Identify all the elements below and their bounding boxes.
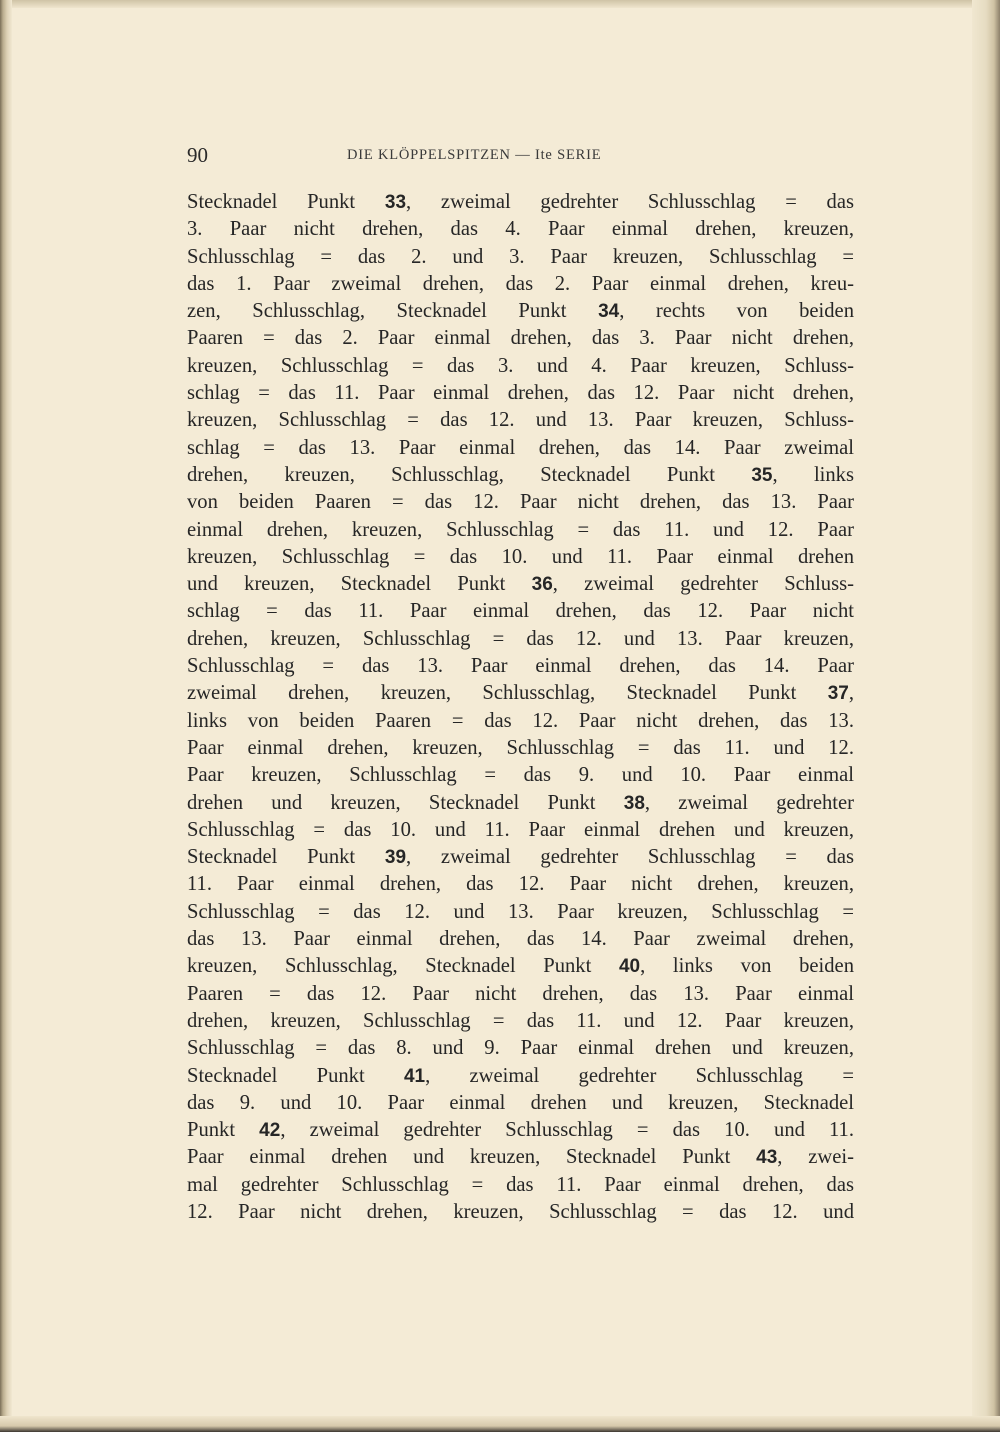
text-segment: Paar einmal drehen, kreuzen, Schlusschlag = das 11. und 12. [187, 736, 854, 759]
text-segment: das 9. und 10. Paar einmal drehen und kreuzen, Stecknadel [187, 1091, 854, 1114]
text-segment: , rechts von beiden [619, 300, 854, 323]
text-segment: Schlusschlag = das 2. und 3. Paar kreuzen, Schlusschlag = [187, 245, 854, 268]
text-segment: zweimal drehen, kreuzen, Schlusschlag, Stecknadel Punkt [187, 682, 828, 705]
text-line [187, 981, 854, 1008]
text-segment: und kreuzen, Stecknadel Punkt [187, 573, 532, 596]
text-segment: das 13. Paar einmal drehen, das 14. Paar zweimal drehen, [187, 928, 854, 951]
text-line [187, 1008, 854, 1035]
text-line [187, 216, 854, 243]
text-line [187, 680, 854, 707]
text-segment: , [848, 682, 854, 705]
page-binding-edge [0, 0, 12, 1432]
text-line [187, 435, 854, 462]
text-segment: mal gedrehter Schlusschlag = das 11. Paar einmal drehen, das [187, 1173, 854, 1196]
text-segment: schlag = das 11. Paar einmal drehen, das 12. Paar nicht drehen, [187, 382, 854, 405]
text-segment: drehen und kreuzen, Stecknadel Punkt [187, 791, 624, 814]
text-segment: das 1. Paar zweimal drehen, das 2. Paar einmal drehen, kreu- [187, 272, 854, 295]
text-line [187, 871, 854, 898]
text-line [187, 271, 854, 298]
text-segment: , zweimal gedrehter Schlusschlag = [425, 1064, 854, 1087]
text-segment: Punkt [187, 1119, 260, 1142]
text-line [187, 1144, 854, 1171]
text-line [187, 1035, 854, 1062]
text-line [187, 1063, 854, 1090]
text-segment: , links [772, 463, 854, 486]
text-segment: kreuzen, Schlusschlag, Stecknadel Punkt [187, 955, 619, 978]
text-line [187, 1172, 854, 1199]
text-segment: Paar kreuzen, Schlusschlag = das 9. und 10. Paar einmal [187, 764, 854, 787]
punkt-number: 39 [384, 847, 407, 869]
text-segment: Stecknadel Punkt [187, 1064, 404, 1087]
text-line [187, 380, 854, 407]
text-segment: , zwei- [777, 1146, 854, 1169]
text-segment: Schlusschlag = das 13. Paar einmal drehen, das 14. Paar [187, 655, 854, 678]
text-line [187, 790, 854, 817]
punkt-number: 43 [756, 1147, 778, 1169]
running-header [187, 143, 854, 169]
text-segment: schlag = das 13. Paar einmal drehen, das 14. Paar zweimal [187, 436, 854, 459]
text-segment: , zweimal gedrehter Schluss- [552, 573, 854, 596]
text-segment: , links von beiden [640, 955, 854, 978]
text-line [187, 1117, 854, 1144]
header-title: DIE KLÖPPELSPITZEN — Ite SERIE [347, 147, 602, 163]
text-line [187, 626, 854, 653]
text-segment: Schlusschlag = das 10. und 11. Paar einmal drehen und kreuzen, [187, 818, 854, 841]
text-segment: , zweimal gedrehter Schlusschlag = das [406, 846, 854, 869]
text-line [187, 571, 854, 598]
punkt-number: 34 [598, 301, 620, 323]
text-segment: kreuzen, Schlusschlag = das 3. und 4. Paar kreuzen, Schluss- [187, 354, 854, 377]
body-text [187, 189, 854, 1226]
text-line [187, 653, 854, 680]
text-segment: , zweimal gedrehter Schlusschlag = das [406, 191, 854, 213]
text-line [187, 298, 854, 325]
text-segment: drehen, kreuzen, Schlusschlag = das 11. und 12. Paar kreuzen, [187, 1009, 854, 1032]
text-segment: drehen, kreuzen, Schlusschlag, Stecknadel Punkt [187, 463, 752, 486]
text-line [187, 953, 854, 980]
text-line [187, 489, 854, 516]
text-segment: , zweimal gedrehter Schlusschlag = das 10. und 11. [280, 1119, 854, 1142]
text-segment: Schlusschlag = das 12. und 13. Paar kreuzen, Schlusschlag = [187, 900, 854, 923]
text-segment: Paaren = das 2. Paar einmal drehen, das 3. Paar nicht drehen, [187, 327, 854, 350]
text-line [187, 762, 854, 789]
text-line [187, 462, 854, 489]
text-line [187, 708, 854, 735]
text-line [187, 844, 854, 871]
text-segment: zen, Schlusschlag, Stecknadel Punkt [187, 300, 599, 323]
text-line [187, 598, 854, 625]
text-line [187, 1090, 854, 1117]
text-segment: kreuzen, Schlusschlag = das 10. und 11. Paar einmal drehen [187, 545, 854, 568]
text-segment: , zweimal gedrehter [644, 791, 854, 814]
text-line [187, 926, 854, 953]
text-segment: von beiden Paaren = das 12. Paar nicht drehen, das 13. Paar [187, 491, 854, 514]
punkt-number: 38 [623, 792, 645, 814]
text-line [187, 1199, 854, 1226]
text-line [187, 735, 854, 762]
text-line [187, 189, 854, 216]
text-segment: Stecknadel Punkt [187, 846, 385, 869]
text-segment: Paar einmal drehen und kreuzen, Stecknadel Punkt [187, 1146, 757, 1169]
punkt-number: 37 [827, 683, 849, 705]
text-segment: 12. Paar nicht drehen, kreuzen, Schlusschlag = das 12. und [187, 1200, 854, 1223]
text-line [187, 244, 854, 271]
punkt-number: 41 [403, 1065, 426, 1087]
text-line [187, 517, 854, 544]
text-segment: 3. Paar nicht drehen, das 4. Paar einmal drehen, kreuzen, [187, 218, 854, 241]
text-line [187, 353, 854, 380]
page-top-edge [0, 0, 1000, 8]
text-line [187, 544, 854, 571]
punkt-number: 35 [751, 464, 773, 486]
text-line [187, 899, 854, 926]
text-line [187, 817, 854, 844]
punkt-number: 36 [531, 574, 553, 596]
text-segment: links von beiden Paaren = das 12. Paar nicht drehen, das 13. [187, 709, 854, 732]
text-segment: schlag = das 11. Paar einmal drehen, das 12. Paar nicht [187, 600, 854, 623]
text-segment: einmal drehen, kreuzen, Schlusschlag = das 11. und 12. Paar [187, 518, 854, 541]
page-bottom-edge [0, 1416, 1000, 1432]
punkt-number: 33 [384, 192, 407, 213]
text-segment: Schlusschlag = das 8. und 9. Paar einmal drehen und kreuzen, [187, 1037, 854, 1060]
text-segment: kreuzen, Schlusschlag = das 12. und 13. Paar kreuzen, Schluss- [187, 409, 854, 432]
punkt-number: 40 [618, 956, 641, 978]
text-segment: Paaren = das 12. Paar nicht drehen, das 13. Paar einmal [187, 982, 854, 1005]
text-line [187, 325, 854, 352]
page-right-edge [972, 0, 1000, 1432]
text-segment: drehen, kreuzen, Schlusschlag = das 12. und 13. Paar kreuzen, [187, 627, 854, 650]
text-segment: 11. Paar einmal drehen, das 12. Paar nicht drehen, kreuzen, [187, 873, 854, 896]
text-segment: Stecknadel Punkt [187, 191, 385, 213]
page-number: 90 [187, 143, 208, 167]
text-line [187, 407, 854, 434]
punkt-number: 42 [259, 1120, 281, 1142]
